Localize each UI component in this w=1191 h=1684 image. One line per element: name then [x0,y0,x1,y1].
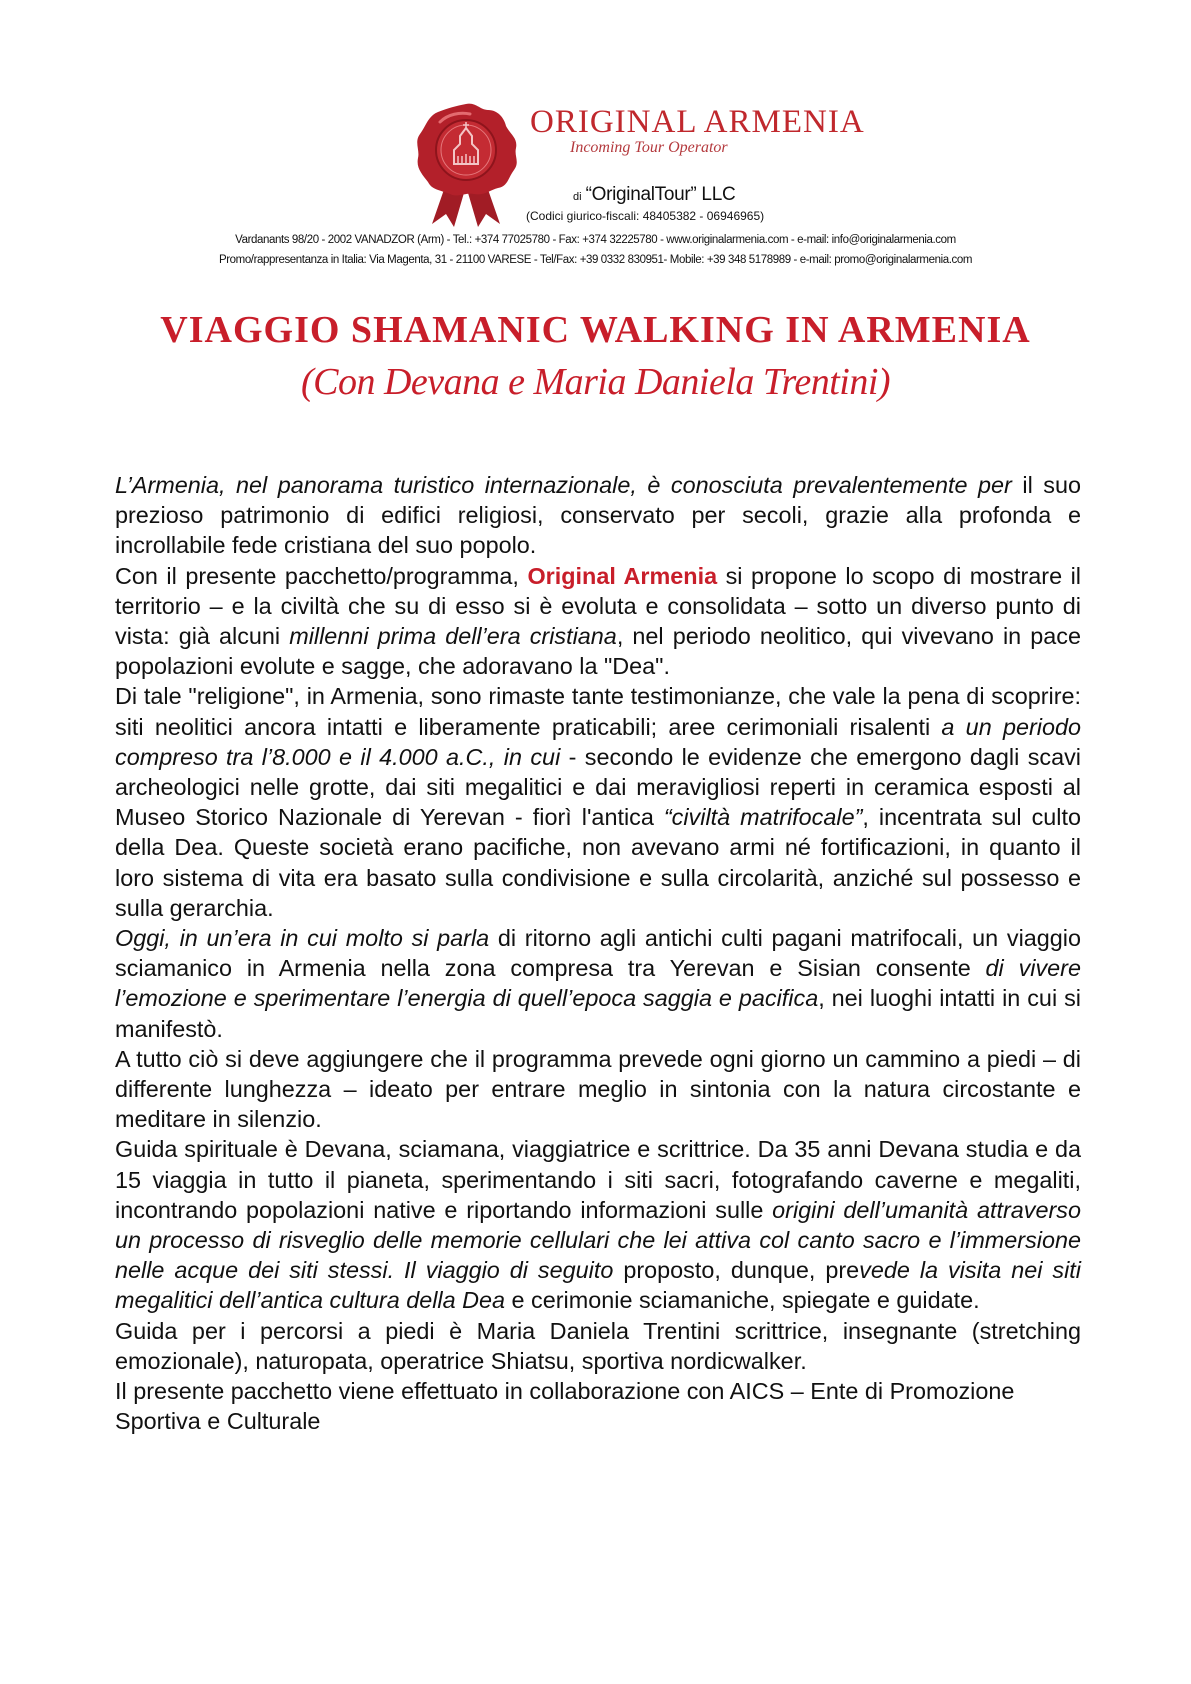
text-span: si propone lo scopo di mostrare il territorio – e la civiltà che su di esso si è evoluta e consolidata – sotto un diverso punto di vista: già alcuni [115,562,1081,650]
text-span: , nel periodo neolitico, qui vivevano in pace popolazioni evolute e sagge, che adoravano la "Dea". [115,623,1082,680]
paragraph-3 [115,681,1081,923]
paragraph-8: Il presente pacchetto viene effettuato in collaborazione con AICS – Ente di Promozione Sportiva e Culturale [115,1378,1015,1435]
text-span: vede la visita nei siti megalitici dell’antica cultura della Dea [115,1257,1081,1314]
contact-line-italy: Promo/rappresentanza in Italia: Via Magenta, 31 - 21100 VARESE - Tel/Fax: +39 0332 830951- Mobile: +39 348 5178989 - e-mail: promo@originalarmenia.com [218,254,973,266]
text-span: L’Armenia, nel panorama turistico internazionale, è conosciuta prevalentemente per [115,472,1012,498]
text-span: e cerimonie sciamaniche, spiegate e guidate. [505,1287,980,1314]
brand-name: ORIGINAL ARMENIA [530,104,865,140]
text-span: Con il presente pacchetto/programma, [115,562,528,589]
paragraph-7: Guida per i percorsi a piedi è Maria Daniela Trentini scrittrice, insegnante (stretching emozionale), naturopata, operatrice Shiatsu, sportiva nordicwalker. [115,1317,1081,1374]
text-span: “civiltà matrifocale” [663,804,863,831]
text-span: , nei luoghi intatti in cui si manifestò. [115,985,1081,1042]
document-title: VIAGGIO SHAMANIC WALKING IN ARMENIA [160,309,1031,351]
text-span: a un periodo compreso tra l’8.000 e il 4.000 a.C., in cui [115,713,1081,770]
contact-line-armenia: Vardanants 98/20 - 2002 VANADZOR (Arm) - Tel.: +374 77025780 - Fax: +374 32225780 - www.originalarmenia.com - e-mail: info@originalarmenia.com [235,234,956,246]
document-subtitle: (Con Devana e Maria Daniela Trentini) [300,361,891,403]
company-name: “OriginalTour” LLC [585,184,736,205]
text-span: di ritorno agli antichi culti pagani matrifocali, un viaggio sciamanico in Armenia nella zona compresa tra Yerevan e Sisian consente [115,925,1081,982]
body-text [115,470,1081,1437]
brand-inline: Original Armenia [527,562,718,589]
wax-seal-logo-icon [410,100,522,228]
paragraph-5: A tutto ciò si deve aggiungere che il programma prevede ogni giorno un cammino a piedi – di differente lunghezza – ideato per entrare meglio in sintonia con la natura circostante e meditare in silenzio. [115,1045,1081,1133]
text-span: Guida spirituale è Devana, sciamana, viaggiatrice e scrittrice. Da 35 anni Devana studia e da 15 viaggia in tutto il pianeta, sperimentando i siti sacri, fotografando caverne e megaliti, incontrando popolazioni native e riportando informazioni sulle [115,1136,1081,1223]
text-span: origini dell’umanità attraverso un processo di risveglio delle memorie cellulari che lei attiva col canto sacro e l’immersione nelle acque dei siti stessi. Il viaggio di seguito [115,1196,1081,1284]
text-span: Di tale "religione", in Armenia, sono rimaste tante testimonianze, che vale la pena di scoprire: siti neolitici ancora intatti e liberamente praticabili; aree cerimoniali risalenti [115,683,1081,740]
company-line [573,184,735,206]
text-span: - secondo le evidenze che emergono dagli scavi archeologici nelle grotte, dai siti megalitici e dai meravigliosi reperti in ceramica esposti al Museo Storico Nazionale di Yerevan - fiorì l'antica [115,743,1081,831]
text-span: di vivere l’emozione e sperimentare l’energia di quell’epoca saggia e pacifica [115,955,1081,1012]
text-span: il suo prezioso patrimonio di edifici religiosi, conservato per secoli, grazie alla profonda e incrollabile fede cristiana del suo popolo. [115,472,1081,559]
text-span: proposto, dunque, pre [613,1257,860,1284]
paragraph-4 [115,923,1081,1044]
company-tax-codes: (Codici giurico-fiscali: 48405382 - 06946965) [526,209,765,223]
text-span: , incentrata sul culto della Dea. Queste società erano pacifiche, non avevano armi né fortificazioni, in quanto il loro sistema di vita era basato sulla condivisione e sulla circolarità, anziché sul possesso e sulla gerarchia. [115,804,1081,921]
brand-tagline: Incoming Tour Operator [570,139,728,156]
paragraph-2 [115,561,1081,682]
text-span: Oggi, in un’era in cui molto si parla [115,925,490,952]
paragraph-1 [115,470,1081,561]
paragraph-6 [115,1134,1081,1315]
company-prefix: di [573,191,582,203]
text-span: millenni prima dell’era cristiana [289,623,617,650]
